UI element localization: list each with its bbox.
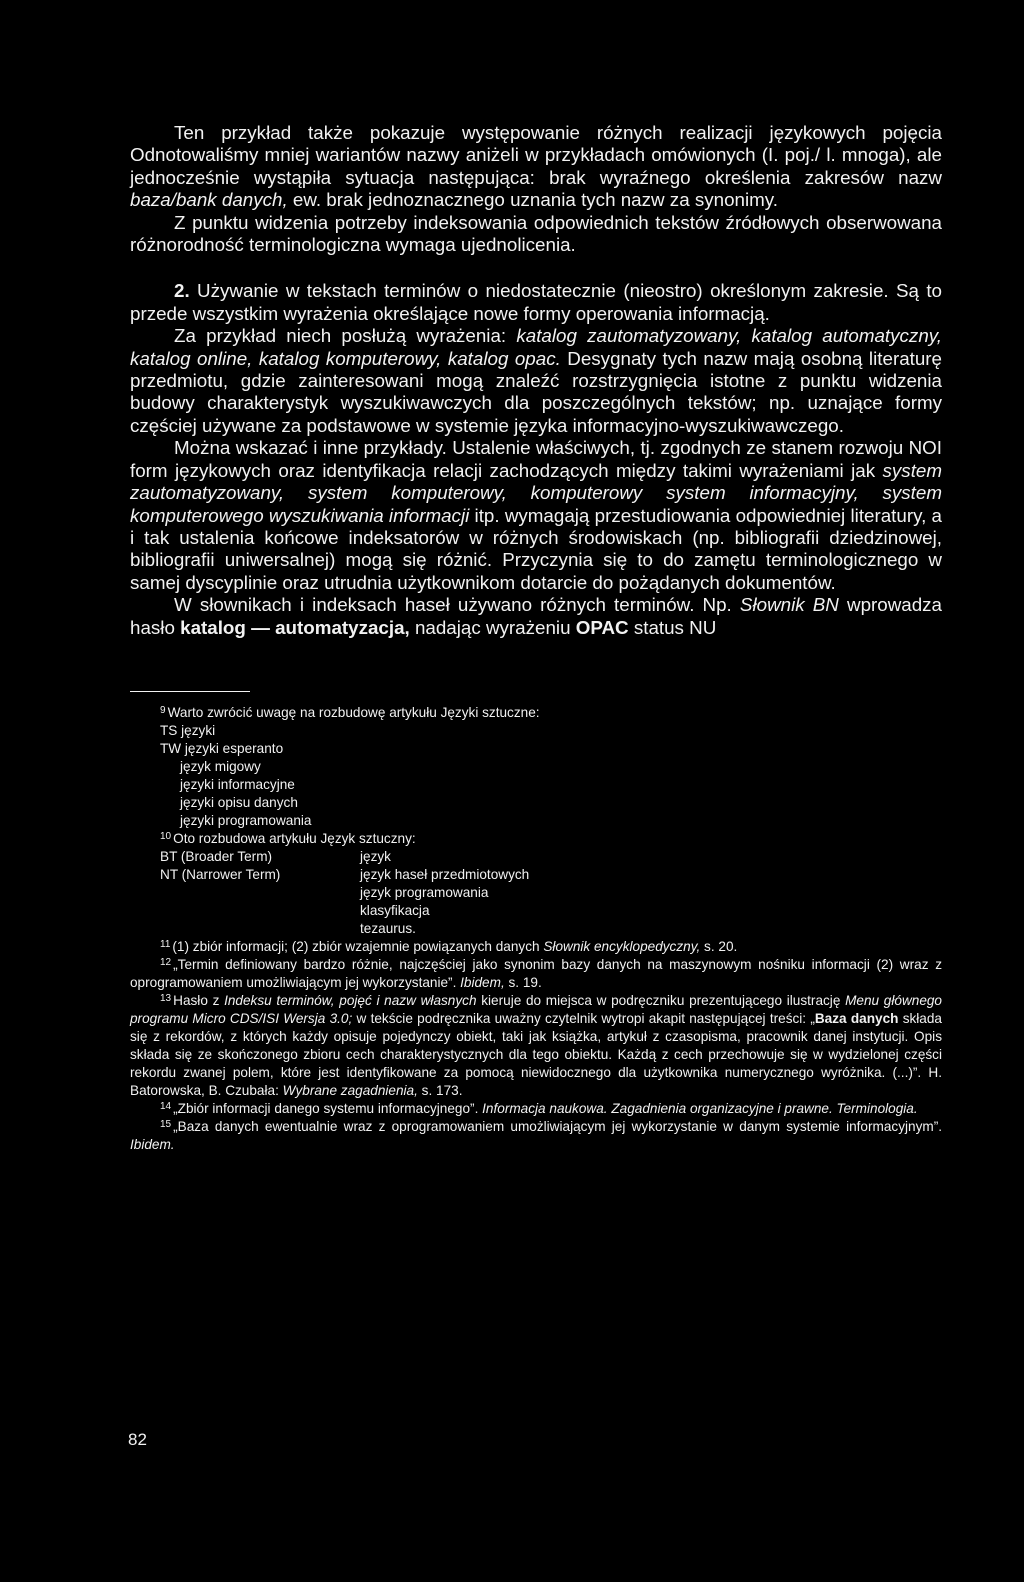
- text-run: składa się z rekordów, z których każdy opisuje pojedynczy obiekt, taki jak książka, artykuł z czasopisma, pracownik danej instytucji. Opis składa się ze skończonego zbioru cech charakterystycznych dla tego obiektu. Każdą z cech przechowuje się w wydzielonej części rekordu zwanej polem, które jest identyfikowane za pomocą niewidocznego dla użytkownika numerycznego wyróżnika. (...)”. H. Batorowska, B. Czubała:: [130, 1010, 942, 1098]
- bold-text: 2.: [174, 280, 190, 302]
- italic-text: Menu głównego programu Micro CDS/ISI Wersja 3.0;: [130, 992, 942, 1026]
- list-item: TW języki esperanto: [160, 740, 284, 756]
- paragraph: [130, 437, 942, 594]
- nt-value: język programowania: [360, 884, 489, 900]
- text-run: itp. wymagają przestudiowania odpowiedniej literatury, a i tak ustalenia końcowe indeksatorów w różnych środowiskach (np. bibliografii dziedzinowej, bibliografii uniwersalnej) mogą się różnić. Przyczynia się to do zamętu terminologicznego w samej dyscyplinie oraz utrudnia użytkownikom dotarcie do pożądanych dokumentów.: [130, 504, 942, 593]
- text-run: Ten przykład także pokazuje występowanie różnych realizacji językowych pojęcia Odnotowaliśmy mniej wariantów nazwy aniżeli w przykładach omówionych (I. poj./ l. mnoga), ale jednocześnie wystąpiła sytuacja następująca: brak wyraźnego określenia zakresów nazw: [130, 122, 942, 188]
- main-text: [130, 122, 942, 639]
- footnote-12: [130, 956, 942, 992]
- text-run: Z punktu widzenia potrzeby indeksowania odpowiednich tekstów źródłowych obserwowana różnorodność terminologiczna wymaga ujednolicenia.: [130, 211, 942, 256]
- footnote-list: [160, 722, 942, 830]
- footnote-intro: Warto zwrócić uwagę na rozbudowę artykułu Języki sztuczne:: [167, 704, 540, 720]
- bt-label: BT (Broader Term): [160, 848, 273, 864]
- bold-text: Baza danych: [814, 1010, 899, 1026]
- text-run: Używanie w tekstach terminów o niedostatecznie (nieostro) określonym zakresie. Są to przede wszystkim wyrażenia określające nowe formy operowania informacją.: [130, 280, 942, 324]
- bold-text: katalog — automatyzacja,: [180, 616, 410, 638]
- text-run: kieruje do miejsca w podręczniku prezentującego ilustrację: [476, 992, 846, 1008]
- nt-value: tezaurus.: [360, 920, 416, 936]
- text-run: „Termin definiowany bardzo różnie, najczęściej jako synonim bazy danych na maszynowym nośniku informacji (2) wraz z oprogramowaniem umożliwiającym jej wykorzystanie”.: [130, 956, 942, 990]
- list-item: języki opisu danych: [180, 794, 298, 810]
- text-run: s. 19.: [504, 974, 542, 990]
- footnote-number: 10: [160, 830, 172, 842]
- text-run: s. 20.: [700, 938, 738, 954]
- footnote-separator: [130, 691, 250, 692]
- footnote-number: 11: [160, 938, 171, 950]
- text-run: Hasło z: [173, 992, 225, 1008]
- italic-text: Słownik encyklopedyczny,: [543, 938, 701, 954]
- footnote-15: [130, 1118, 942, 1154]
- nt-value: język haseł przedmiotowych: [360, 866, 530, 882]
- paragraph: [130, 122, 942, 212]
- italic-text: katalog zautomatyzowany, katalog automatyczny, katalog online, katalog komputerowy, katalog opac.: [130, 325, 942, 369]
- footnote-13: [130, 992, 942, 1100]
- footnote-14: [130, 1100, 942, 1118]
- list-item: języki informacyjne: [180, 776, 295, 792]
- italic-text: Ibidem.: [130, 1136, 175, 1152]
- nt-value: klasyfikacja: [360, 902, 430, 918]
- paragraph: [130, 212, 942, 257]
- page-content: [130, 122, 942, 1154]
- text-run: Za przykład niech posłużą wyrażenia:: [174, 325, 517, 347]
- list-item: TS języki: [160, 722, 216, 738]
- text-run: s. 173.: [417, 1082, 463, 1098]
- italic-text: Słownik BN: [739, 594, 839, 616]
- text-run: w tekście podręcznika uważny czytelnik wytropi akapit następującej treści: „: [352, 1010, 815, 1026]
- text-run: Można wskazać i inne przykłady. Ustalenie właściwych, tj. zgodnych ze stanem rozwoju NOI form językowych oraz identyfikacja relacji zachodzących między takimi wyrażeniami jak: [130, 437, 942, 481]
- italic-text: Informacja naukowa. Zagadnienia organizacyjne i prawne. Terminologia.: [482, 1100, 918, 1116]
- list-item: język migowy: [180, 758, 261, 774]
- page-number: 82: [128, 1430, 147, 1449]
- footnote-number: 9: [160, 704, 166, 716]
- text-run: W słownikach i indeksach haseł używano różnych terminów. Np.: [174, 594, 740, 616]
- footnote-number: 14: [160, 1100, 172, 1112]
- text-run: „Baza danych ewentualnie wraz z oprogramowaniem umożliwiającym jej wykorzystanie w danym systemie informacyjnym”.: [173, 1118, 942, 1134]
- text-run: nadając wyrażeniu: [409, 616, 576, 638]
- footnote-number: 12: [160, 956, 172, 968]
- bold-text: OPAC: [575, 616, 629, 638]
- paragraph: [130, 594, 942, 639]
- text-run: Desygnaty tych nazw mają osobną literaturę przedmiotu, gdzie zainteresowani mogą znaleźć rozstrzygnięcia istotne z punktu widzenia budowy charakterystyk wyszukiwawczych dla poszczególnych tekstów; np. uznające formy częściej używane za podstawowe w systemie języka informacyjno-wyszukiwawczego.: [130, 347, 943, 436]
- footnote-11: [130, 938, 942, 956]
- nt-label: NT (Narrower Term): [160, 866, 281, 882]
- text-run: ew. brak jednoznacznego uznania tych nazw za synonimy.: [287, 189, 779, 211]
- text-run: status NU: [628, 616, 717, 638]
- paragraph: [130, 325, 942, 437]
- footnote-10: [130, 830, 942, 938]
- italic-text: system zautomatyzowany, system komputerowy, komputerowy system informacyjny, system komputerowego wyszukiwania informacji: [130, 459, 942, 526]
- footnote-intro: Oto rozbudowa artykułu Język sztuczny:: [173, 830, 416, 846]
- italic-text: Ibidem,: [460, 974, 505, 990]
- text-run: (1) zbiór informacji; (2) zbiór wzajemnie powiązanych danych: [172, 938, 544, 954]
- footnote-number: 15: [160, 1118, 172, 1130]
- paragraph: [130, 280, 942, 325]
- footnote-9: [130, 704, 942, 830]
- footnote-number: 13: [160, 992, 172, 1004]
- list-item: języki programowania: [180, 812, 312, 828]
- italic-text: Indeksu terminów, pojęć i nazw własnych: [224, 992, 477, 1008]
- italic-text: Wybrane zagadnienia,: [282, 1082, 418, 1098]
- text-run: „Zbiór informacji danego systemu informacyjnego”.: [173, 1100, 483, 1116]
- italic-text: baza/bank danych,: [130, 189, 288, 211]
- term-relations: [160, 848, 942, 938]
- bt-value: język: [360, 848, 391, 864]
- footnotes: [130, 704, 942, 1154]
- text-run: wprowadza hasło: [130, 594, 943, 638]
